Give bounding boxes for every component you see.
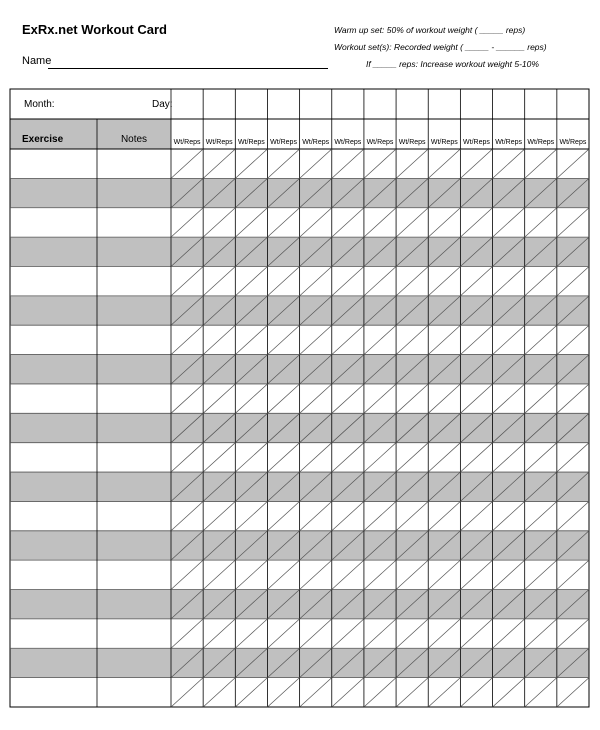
weight-reps-cell-divider[interactable] (171, 501, 203, 530)
weight-reps-cell-divider[interactable] (428, 560, 460, 589)
weight-reps-cell-divider[interactable] (557, 149, 589, 178)
weight-reps-cell-divider[interactable] (235, 384, 267, 413)
weight-reps-cell-divider[interactable] (460, 678, 492, 707)
weight-reps-cell-divider[interactable] (300, 149, 332, 178)
weight-reps-cell-divider[interactable] (460, 149, 492, 178)
session-header-wt-reps: Wt/Reps (173, 139, 201, 146)
weight-reps-cell-divider[interactable] (396, 266, 428, 295)
session-header-wt-reps: Wt/Reps (463, 139, 490, 146)
weight-reps-cell-divider[interactable] (460, 619, 492, 648)
weight-reps-cell-divider[interactable] (460, 384, 492, 413)
weight-reps-cell-divider[interactable] (203, 501, 235, 530)
weight-reps-cell-divider[interactable] (396, 149, 428, 178)
weight-reps-cell-divider[interactable] (525, 443, 557, 472)
session-header-wt-reps: Wt/Reps (495, 139, 523, 146)
weight-reps-cell-divider[interactable] (364, 149, 396, 178)
weight-reps-cell-divider[interactable] (267, 384, 299, 413)
weight-reps-cell-divider[interactable] (396, 208, 428, 237)
session-header-wt-reps: Wt/Reps (559, 139, 587, 146)
weight-reps-cell-divider[interactable] (203, 619, 235, 648)
weight-reps-cell-divider[interactable] (364, 619, 396, 648)
weight-reps-cell-divider[interactable] (396, 560, 428, 589)
weight-reps-cell-divider[interactable] (203, 325, 235, 354)
weight-reps-cell-divider[interactable] (396, 678, 428, 707)
weight-reps-cell-divider[interactable] (364, 678, 396, 707)
weight-reps-cell-divider[interactable] (460, 325, 492, 354)
weight-reps-cell-divider[interactable] (203, 208, 235, 237)
month-label: Month: (24, 99, 55, 110)
weight-reps-cell-divider[interactable] (267, 619, 299, 648)
weight-reps-cell-divider[interactable] (267, 149, 299, 178)
weight-reps-cell-divider[interactable] (525, 619, 557, 648)
weight-reps-cell-divider[interactable] (525, 208, 557, 237)
weight-reps-cell-divider[interactable] (557, 501, 589, 530)
weight-reps-cell-divider[interactable] (460, 266, 492, 295)
weight-reps-cell-divider[interactable] (557, 384, 589, 413)
weight-reps-cell-divider[interactable] (364, 560, 396, 589)
weight-reps-cell-divider[interactable] (235, 560, 267, 589)
weight-reps-cell-divider[interactable] (364, 443, 396, 472)
increase-weight-instruction: If _____ reps: Increase workout weight 5-10% (366, 59, 539, 69)
weight-reps-cell-divider[interactable] (396, 619, 428, 648)
weight-reps-cell-divider[interactable] (364, 501, 396, 530)
weight-reps-cell-divider[interactable] (235, 443, 267, 472)
weight-reps-cell-divider[interactable] (171, 208, 203, 237)
weight-reps-cell-divider[interactable] (267, 325, 299, 354)
weight-reps-cell-divider[interactable] (267, 443, 299, 472)
weight-reps-cell-divider[interactable] (332, 149, 364, 178)
weight-reps-cell-divider[interactable] (171, 678, 203, 707)
weight-reps-cell-divider[interactable] (428, 208, 460, 237)
weight-reps-cell-divider[interactable] (300, 384, 332, 413)
weight-reps-cell-divider[interactable] (364, 208, 396, 237)
weight-reps-cell-divider[interactable] (557, 443, 589, 472)
weight-reps-cell-divider[interactable] (428, 619, 460, 648)
weight-reps-cell-divider[interactable] (300, 501, 332, 530)
weight-reps-cell-divider[interactable] (332, 560, 364, 589)
weight-reps-cell-divider[interactable] (428, 501, 460, 530)
weight-reps-cell-divider[interactable] (300, 266, 332, 295)
weight-reps-cell-divider[interactable] (525, 266, 557, 295)
weight-reps-cell-divider[interactable] (267, 560, 299, 589)
weight-reps-cell-divider[interactable] (171, 443, 203, 472)
weight-reps-cell-divider[interactable] (171, 325, 203, 354)
weight-reps-cell-divider[interactable] (428, 384, 460, 413)
weight-reps-cell-divider[interactable] (428, 443, 460, 472)
weight-reps-cell-divider[interactable] (428, 266, 460, 295)
name-label: Name (22, 55, 52, 67)
weight-reps-cell-divider[interactable] (525, 149, 557, 178)
weight-reps-cell-divider[interactable] (300, 208, 332, 237)
weight-reps-cell-divider[interactable] (235, 266, 267, 295)
weight-reps-cell-divider[interactable] (171, 384, 203, 413)
weight-reps-cell-divider[interactable] (460, 560, 492, 589)
weight-reps-cell-divider[interactable] (171, 149, 203, 178)
session-header-wt-reps: Wt/Reps (205, 139, 233, 146)
weight-reps-cell-divider[interactable] (493, 619, 525, 648)
weight-reps-cell-divider[interactable] (525, 325, 557, 354)
weight-reps-cell-divider[interactable] (525, 678, 557, 707)
weight-reps-cell-divider[interactable] (203, 384, 235, 413)
weight-reps-cell-divider[interactable] (460, 208, 492, 237)
weight-reps-cell-divider[interactable] (557, 619, 589, 648)
weight-reps-cell-divider[interactable] (332, 501, 364, 530)
weight-reps-cell-divider[interactable] (493, 384, 525, 413)
weight-reps-cell-divider[interactable] (332, 325, 364, 354)
weight-reps-cell-divider[interactable] (428, 325, 460, 354)
weight-reps-cell-divider[interactable] (203, 266, 235, 295)
workout-set-instruction: Workout set(s): Recorded weight ( _____ - ______ reps) (334, 42, 547, 52)
weight-reps-cell-divider[interactable] (235, 678, 267, 707)
weight-reps-cell-divider[interactable] (332, 678, 364, 707)
weight-reps-cell-divider[interactable] (300, 678, 332, 707)
weight-reps-cell-divider[interactable] (557, 266, 589, 295)
weight-reps-cell-divider[interactable] (332, 266, 364, 295)
weight-reps-cell-divider[interactable] (235, 619, 267, 648)
notes-header: Notes (120, 134, 148, 145)
weight-reps-cell-divider[interactable] (235, 208, 267, 237)
weight-reps-cell-divider[interactable] (557, 560, 589, 589)
weight-reps-cell-divider[interactable] (493, 678, 525, 707)
weight-reps-cell-divider[interactable] (493, 443, 525, 472)
weight-reps-cell-divider[interactable] (267, 501, 299, 530)
weight-reps-cell-divider[interactable] (203, 678, 235, 707)
weight-reps-cell-divider[interactable] (493, 501, 525, 530)
weight-reps-cell-divider[interactable] (171, 560, 203, 589)
weight-reps-cell-divider[interactable] (267, 208, 299, 237)
weight-reps-cell-divider[interactable] (332, 443, 364, 472)
weight-reps-cell-divider[interactable] (557, 678, 589, 707)
weight-reps-cell-divider[interactable] (396, 443, 428, 472)
session-header-wt-reps: Wt/Reps (398, 139, 426, 146)
weight-reps-cell-divider[interactable] (428, 149, 460, 178)
warmup-instruction: Warm up set: 50% of workout weight ( _____ reps) (334, 25, 526, 35)
weight-reps-cell-divider[interactable] (171, 619, 203, 648)
weight-reps-cell-divider[interactable] (396, 501, 428, 530)
weight-reps-cell-divider[interactable] (364, 384, 396, 413)
weight-reps-cell-divider[interactable] (557, 208, 589, 237)
weight-reps-cell-divider[interactable] (203, 443, 235, 472)
weight-reps-cell-divider[interactable] (203, 560, 235, 589)
weight-reps-cell-divider[interactable] (203, 149, 235, 178)
weight-reps-cell-divider[interactable] (493, 560, 525, 589)
card-title: ExRx.net Workout Card (22, 22, 167, 37)
weight-reps-cell-divider[interactable] (235, 149, 267, 178)
session-header-wt-reps: Wt/Reps (527, 139, 555, 146)
weight-reps-cell-divider[interactable] (525, 501, 557, 530)
weight-reps-cell-divider[interactable] (493, 149, 525, 178)
weight-reps-cell-divider[interactable] (525, 384, 557, 413)
weight-reps-cell-divider[interactable] (557, 325, 589, 354)
weight-reps-cell-divider[interactable] (396, 325, 428, 354)
weight-reps-cell-divider[interactable] (267, 678, 299, 707)
session-header-wt-reps: Wt/Reps (270, 139, 297, 146)
session-header-wt-reps: Wt/Reps (334, 139, 362, 146)
weight-reps-cell-divider[interactable] (300, 560, 332, 589)
session-header-wt-reps: Wt/Reps (302, 139, 330, 146)
weight-reps-cell-divider[interactable] (493, 325, 525, 354)
weight-reps-cell-divider[interactable] (332, 208, 364, 237)
weight-reps-cell-divider[interactable] (460, 501, 492, 530)
exercise-header: Exercise (22, 134, 64, 145)
weight-reps-cell-divider[interactable] (235, 501, 267, 530)
weight-reps-cell-divider[interactable] (300, 619, 332, 648)
session-header-wt-reps: Wt/Reps (366, 139, 394, 146)
weight-reps-cell-divider[interactable] (332, 384, 364, 413)
weight-reps-cell-divider[interactable] (235, 325, 267, 354)
weight-reps-cell-divider[interactable] (493, 208, 525, 237)
weight-reps-cell-divider[interactable] (300, 325, 332, 354)
weight-reps-cell-divider[interactable] (300, 443, 332, 472)
weight-reps-cell-divider[interactable] (267, 266, 299, 295)
weight-reps-cell-divider[interactable] (364, 266, 396, 295)
weight-reps-cell-divider[interactable] (493, 266, 525, 295)
weight-reps-cell-divider[interactable] (460, 443, 492, 472)
weight-reps-cell-divider[interactable] (396, 384, 428, 413)
weight-reps-cell-divider[interactable] (171, 266, 203, 295)
weight-reps-cell-divider[interactable] (525, 560, 557, 589)
weight-reps-cell-divider[interactable] (364, 325, 396, 354)
session-header-wt-reps: Wt/Reps (430, 139, 458, 146)
session-header-wt-reps: Wt/Reps (237, 139, 265, 146)
weight-reps-cell-divider[interactable] (332, 619, 364, 648)
day-label: Day: (152, 99, 173, 110)
weight-reps-cell-divider[interactable] (428, 678, 460, 707)
